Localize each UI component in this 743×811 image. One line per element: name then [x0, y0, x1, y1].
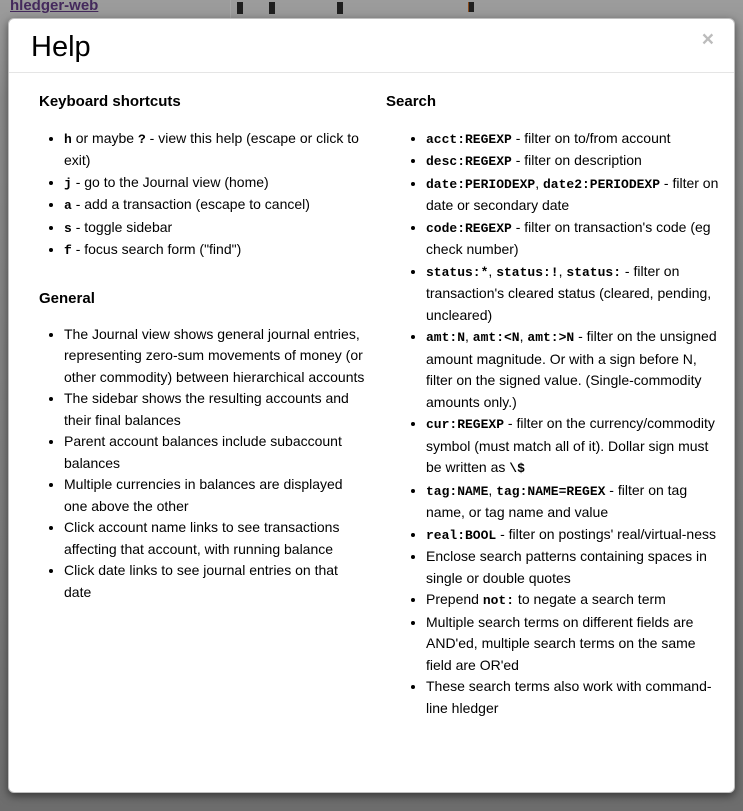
inline-code: amt:>N — [527, 330, 575, 346]
help-list-item: • s - toggle sidebar — [64, 217, 369, 240]
help-list-item: • Multiple search terms on different fields are AND'ed, multiple search terms on the same field are OR'ed — [426, 612, 721, 677]
help-section — [386, 93, 721, 719]
help-section — [39, 290, 386, 604]
inline-code: status:* — [426, 264, 489, 280]
help-list-item: • Prepend not: to negate a search term — [426, 589, 721, 612]
inline-code: tag:NAME=REGEX — [496, 483, 606, 499]
help-list — [39, 324, 369, 604]
inline-code: h — [64, 131, 72, 147]
inline-code: date2:PERIODEXP — [543, 176, 661, 192]
section-heading: Search — [386, 93, 437, 111]
modal-body — [9, 73, 734, 759]
help-list-item: • Enclose search patterns containing spaces in single or double quotes — [426, 546, 721, 589]
help-list-item: • Click date links to see journal entries on that date — [64, 560, 369, 603]
help-list-item: • The Journal view shows general journal entries, representing zero-sum movements of money (or other commodity) between hierarchical accounts — [64, 324, 369, 389]
inline-code: date:PERIODEXP — [426, 176, 536, 192]
close-icon[interactable]: × — [701, 28, 714, 51]
help-list — [386, 128, 721, 720]
help-list-item: • Parent account balances include subaccount balances — [64, 431, 369, 474]
help-list-item: • The sidebar shows the resulting accounts and their final balances — [64, 388, 369, 431]
modal-title: Help — [31, 31, 91, 63]
inline-code: not: — [482, 593, 515, 609]
section-heading: Keyboard shortcuts — [39, 93, 181, 111]
help-list-item: • j - go to the Journal view (home) — [64, 172, 369, 195]
help-list-item: • f - focus search form ("find") — [64, 239, 369, 262]
help-list-item: • Click account name links to see transactions affecting that account, with running balance — [64, 517, 369, 560]
inline-code: code:REGEXP — [426, 220, 512, 236]
help-list — [39, 128, 369, 262]
help-list-item: • cur:REGEXP - filter on the currency/commodity symbol (must match all of it). Dollar sign must be written as \$ — [426, 413, 721, 480]
inline-code: status: — [566, 264, 622, 280]
help-list-item: • tag:NAME, tag:NAME=REGEX - filter on tag name, or tag name and value — [426, 480, 721, 524]
help-list-item: • Multiple currencies in balances are displayed one above the other — [64, 474, 369, 517]
help-list-item: • These search terms also work with command-line hledger — [426, 676, 721, 719]
inline-code: amt:<N — [472, 330, 520, 346]
inline-code: tag:NAME — [426, 483, 489, 499]
help-column-right — [386, 93, 721, 729]
inline-code: acct:REGEXP — [426, 131, 512, 147]
help-list-item: • amt:N, amt:<N, amt:>N - filter on the unsigned amount magnitude. Or with a sign before N, filter on the signed value. (Single-commodity amounts only.) — [426, 326, 721, 413]
help-list-item: • real:BOOL - filter on postings' real/virtual-ness — [426, 524, 721, 547]
help-section — [39, 93, 386, 261]
help-list-item: • desc:REGEXP - filter on description — [426, 150, 721, 173]
inline-code: j — [64, 175, 72, 191]
help-list-item: • code:REGEXP - filter on transaction's code (eg check number) — [426, 217, 721, 261]
inline-code: cur:REGEXP — [426, 417, 505, 433]
inline-code: \$ — [509, 461, 525, 477]
inline-code: real:BOOL — [426, 527, 497, 543]
inline-code: ? — [137, 131, 146, 147]
inline-code: f — [64, 243, 72, 259]
inline-code: s — [64, 220, 72, 236]
hledger-web-brand-link: hledger-web — [10, 0, 99, 14]
help-list-item: • status:*, status:!, status: - filter on transaction's cleared status (cleared, pending, uncleared) — [426, 261, 721, 327]
help-list-item: • acct:REGEXP - filter on to/from account — [426, 128, 721, 151]
section-heading: General — [39, 289, 95, 307]
modal-header — [9, 19, 734, 73]
inline-code: status:! — [496, 264, 559, 280]
help-modal — [8, 18, 735, 793]
help-list-item: • h or maybe ? - view this help (escape or click to exit) — [64, 128, 369, 172]
inline-code: desc:REGEXP — [426, 154, 512, 170]
help-list-item: • a - add a transaction (escape to cancel) — [64, 194, 369, 217]
inline-code: a — [64, 198, 72, 214]
inline-code: amt:N — [426, 330, 466, 346]
help-column-left — [39, 93, 386, 729]
help-list-item: • date:PERIODEXP, date2:PERIODEXP - filter on date or secondary date — [426, 173, 721, 217]
